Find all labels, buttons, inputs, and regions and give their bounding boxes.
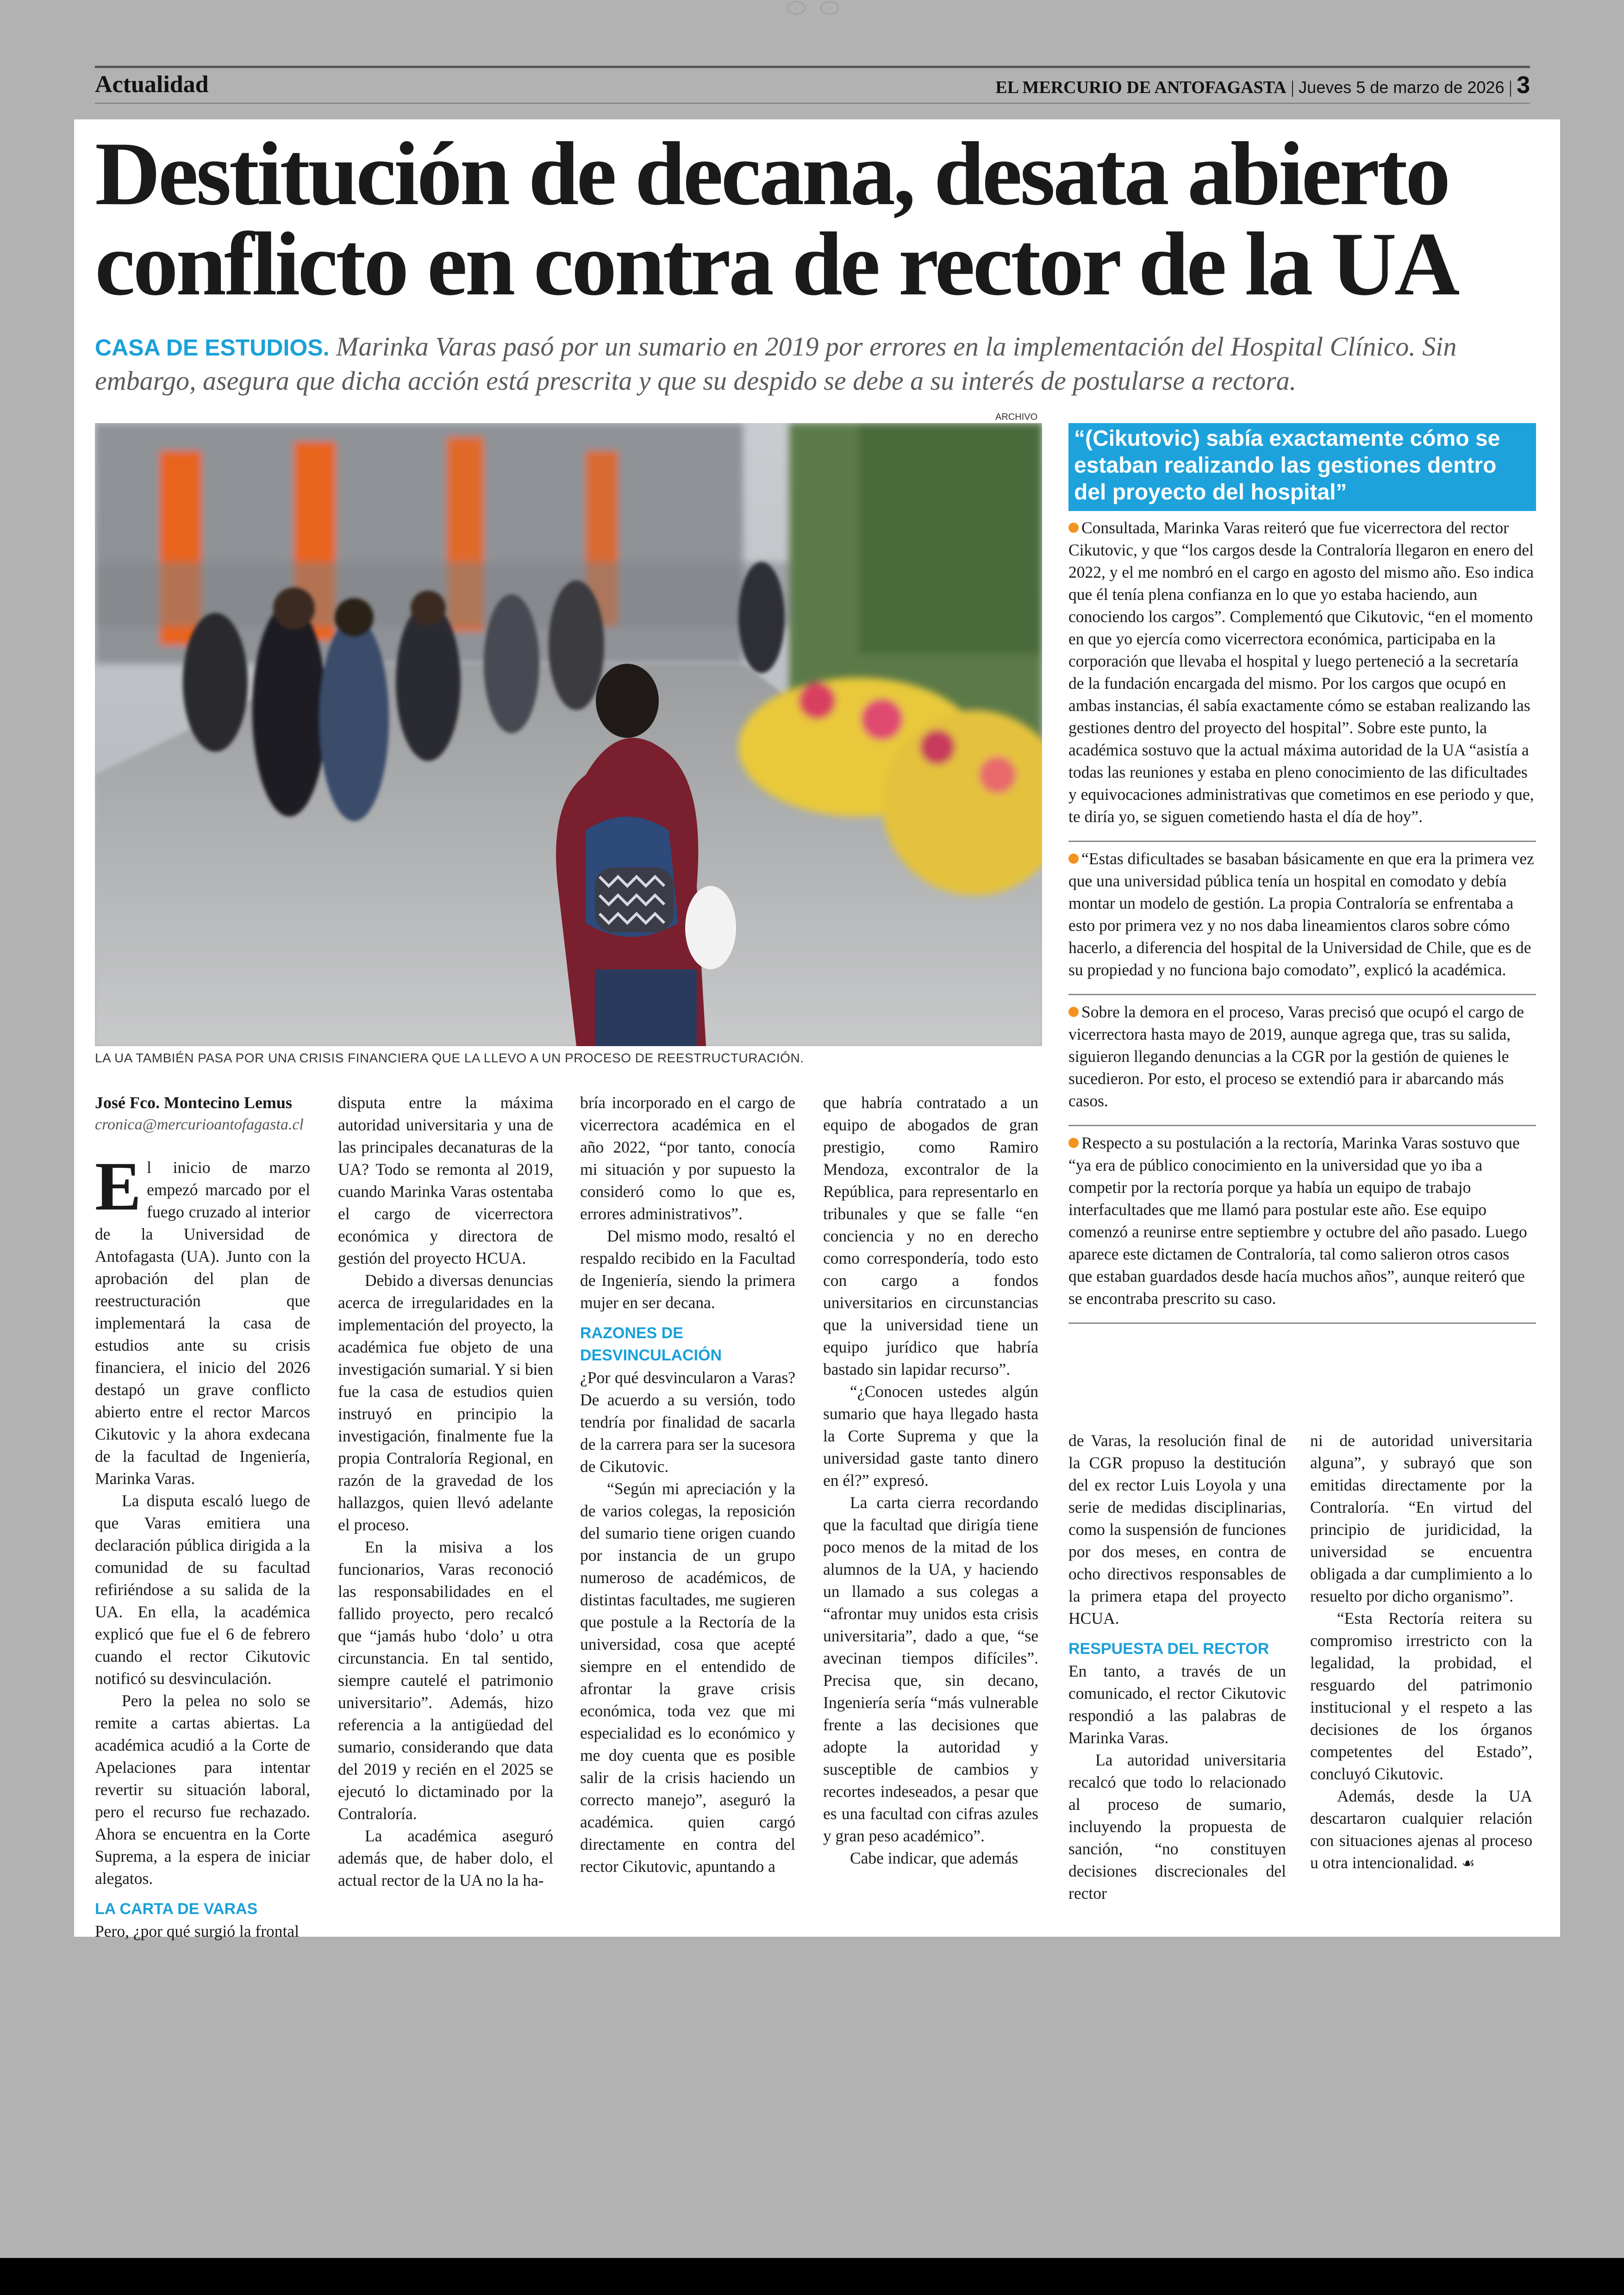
viewer-top-bar — [0, 0, 1624, 19]
body-paragraph — [95, 1148, 310, 1490]
separator: | — [1508, 78, 1512, 97]
body-text: Además, desde la UA descartaron cualquier relación con situaciones ajenas al proceso u otra intencionalidad. — [1310, 1787, 1532, 1872]
body-text: l inicio de marzo empezó marcado por el fuego cruzado al interior de la Universidad de Antofagasta (UA). Junto con la aprobación del plan de reestructuración que implementará la casa de estudios ante su crisis financiera, el inicio del 2026 destapó un grave conflicto abierto entre el rector Marcos Cikutovic y la ahora exdecana de la facultad de Ingeniería, Marinka Varas. — [95, 1158, 310, 1488]
chevron-right-icon[interactable]: › — [820, 1, 839, 15]
sidebar-title: “(Cikutovic) sabía exactamente cómo se estaban realizando las gestiones dentro del proyecto del hospital” — [1068, 423, 1536, 511]
paper-info — [995, 69, 1530, 104]
sidebar-box — [1068, 517, 1536, 1324]
deck — [95, 330, 1539, 398]
body-paragraph: que habría contratado a un equipo de abogados de gran prestigio, como Ramiro Mendoza, excontralor de la República, para representarlo en tribunales y que se falle “en conciencia y no en derecho como correspondería, todo esto con cargo a fondos universitarios en circunstancias que la universidad tiene un equipo jurídico que habría bastado sin lapidar recurso”. — [823, 1093, 1038, 1378]
deck-text: Marinka Varas pasó por un sumario en 2019 por errores en la implementación del Hospital Clínico. Sin embargo, asegura que dicha acción está prescrita y que su despido se debe a su interés de postularse a rectora. — [95, 331, 1457, 396]
masthead-rule-bottom — [95, 103, 1530, 104]
body-paragraph: Debido a diversas denuncias acerca de irregularidades en la implementación del proyecto, la académica fue objeto de una investigación sumarial. Y si bien fue la casa de estudios quien instruyó en principio la investigación, finalmente fue la propia Contraloría Regional, en razón de la gravedad de los hallazgos, quien llevó adelante el proceso. — [338, 1271, 553, 1534]
article-column-6 — [1310, 1429, 1532, 1874]
drop-cap: E — [95, 1148, 142, 1225]
body-paragraph: “Según mi apreciación y la de varios colegas, la reposición del sumario tiene origen cuando por instancia de un grupo numeroso de académicos, de distintas facultades, me sugieren que postule a la Rectoría de la universidad, cosa que acepté siempre en el entendido de afrontar la grave crisis económica, toda vez que mi especialidad es lo económico y me doy cuenta que es posible salir de la crisis haciendo un correcto manejo”, aseguró la académica. quien cargó directamente en contra del rector Cikutovic, apuntando a — [580, 1479, 795, 1876]
article-column-3 — [580, 1091, 795, 1877]
sidebar-paragraph — [1068, 995, 1536, 1126]
body-paragraph — [1310, 1785, 1532, 1874]
sidebar-paragraph — [1068, 1126, 1536, 1324]
body-paragraph: de Varas, la resolución final de la CGR propuso la destitución del ex rector Luis Loyola y una serie de medidas disciplinarias, como la suspensión de funciones por dos meses, en contra de ocho directivos responsables de la primera etapa del proyecto HCUA. — [1068, 1431, 1286, 1628]
sidebar-paragraph-text: Sobre la demora en el proceso, Varas precisó que ocupó el cargo de vicerrectora hasta mayo de 2019, aunque agrega que, tras su salida, siguieron llegando denuncias a la CGR por la gestión de quienes le sucedieron. Por esto, el proceso se extendió para ir abarcando más casos. — [1068, 1003, 1524, 1110]
author-name: José Fco. Montecino Lemus — [95, 1093, 292, 1112]
sidebar-paragraph-text: Consultada, Marinka Varas reiteró que fue vicerrectora del rector Cikutovic, y que “los cargos desde la Contraloría llegaron en enero del 2022, y el me nombró en el cargo en agosto del mismo año. Eso indica que él tenía plena confianza en lo que yo estaba haciendo, aun conociendo los cargos”. Complementó que Cikutovic, “en el momento en que yo ejercía como vicerrectora económica, participaba en la corporación que llevaba el hospital y luego perteneció a la secretaría de la fundación encargada del mismo. Por los cargos que ocupó en ambas instancias, él sabía exactamente cómo se estaban realizando las gestiones dentro del proyecto del hospital”. Sobre este punto, la académica sostuvo que la actual máxima autoridad de la UA “asistía a todas las reuniones y estaba en pleno conocimiento de las dificultades y equivocaciones administrativas que cometimos en ese periodo y que, te diría yo, se siguen cometiendo hasta el día de hoy”. — [1068, 518, 1534, 826]
body-paragraph: En tanto, a través de un comunicado, el rector Cikutovic respondió a las palabras de Marinka Varas. — [1068, 1662, 1286, 1747]
body-paragraph: bría incorporado en el cargo de vicerrectora académica en el año 2022, “por tanto, conocía mi situación y por supuesto la consideró como lo que es, errores administrativos”. — [580, 1093, 795, 1223]
issue-date: Jueves 5 de marzo de 2026 — [1299, 78, 1505, 97]
body-paragraph: La carta cierra recordando que la facultad que dirigía tiene poco menos de la mitad de los alumnos de la UA, y haciendo un llamado a sus colegas a “afrontar muy unidos esta crisis universitaria”, dado a que, “se avecinan tiempos difíciles”. Precisa que, sin decano, Ingeniería sería “más vulnerable frente a las decisiones que adopte la autoridad y susceptible de cambios y recortes indeseados, a pesar que es una facultad con cifras azules y gran peso académico”. — [823, 1493, 1038, 1845]
kicker: CASA DE ESTUDIOS. — [95, 335, 330, 361]
body-paragraph: Pero, ¿por qué surgió la frontal — [95, 1922, 300, 1940]
sidebar-paragraph-text: Respecto a su postulación a la rectoría, Marinka Varas sostuvo que “ya era de público conocimiento en la universidad que yo iba a competir por la rectoría porque ya había un equipo de trabajo interfacultades que me llamó para postular este año. Ese equipo comenzó a reunirse entre septiembre y octubre del año pasado. Luego aparece este dictamen de Contraloría, tal como salieron otros casos que estaban guardados desde hacía muchos años”, aunque reiteró que se encontraba prescrito su caso. — [1068, 1134, 1527, 1308]
chevron-left-icon[interactable]: ‹ — [787, 1, 806, 15]
body-paragraph: La autoridad universitaria recalcó que todo lo relacionado al proceso de sumario, incluyendo la propuesta de sanción, “no constituyen decisiones discrecionales del rector — [1068, 1751, 1286, 1902]
separator: | — [1291, 78, 1294, 97]
body-paragraph: “Esta Rectoría reitera su compromiso irrestricto con la legalidad, la probidad, el resguardo del patrimonio institucional y el respeto a las decisiones de los órganos competentes del Estado”, concluyó Cikutovic. — [1310, 1609, 1532, 1783]
bullet-icon — [1068, 1007, 1079, 1017]
article-column-4 — [823, 1091, 1038, 1869]
sidebar-paragraph — [1068, 517, 1536, 842]
bullet-icon — [1068, 1138, 1079, 1148]
article-column-5 — [1068, 1429, 1286, 1904]
paper-name: EL MERCURIO DE ANTOFAGASTA — [995, 78, 1287, 97]
headline: Destitución de decana, desata abierto conflicto en contra de rector de la UA — [95, 124, 1458, 314]
article-column-2 — [338, 1091, 553, 1891]
sidebar-paragraph — [1068, 842, 1536, 995]
body-paragraph: Pero la pelea no solo se remite a cartas abiertas. La académica acudió a la Corte de Apelaciones para intentar revertir su situación laboral, pero el recurso fue rechazado. Ahora se encuentra en la Corte Suprema, a la espera de iniciar alegatos. — [95, 1691, 310, 1888]
body-paragraph: Del mismo modo, resaltó el respaldo recibido en la Facultad de Ingeniería, siendo la primera mujer en ser decana. — [580, 1227, 795, 1312]
body-paragraph: “¿Conocen ustedes algún sumario que haya llegado hasta la Corte Suprema y que la universidad gaste tanto dinero en él?” expresó. — [823, 1382, 1038, 1490]
body-paragraph: La disputa escaló luego de que Varas emitiera una declaración pública dirigida a la comunidad de su facultad refiriéndose a su salida de la UA. En ella, la académica explicó que fue el 6 de febrero cuando el rector Cikutovic notificó su desvinculación. — [95, 1491, 310, 1688]
sidebar-paragraph-text: “Estas dificultades se basaban básicamente en que era la primera vez que una universidad pública tenía un hospital en comodato y debía montar un modelo de gestión. La propia Contraloría se enfrentaba a esto por primera vez y no nos daba lineamientos claros sobre cómo hacerlo, a diferencia del hospital de la Universidad de Chile, que es de su propiedad y no funciona bajo comodato”, explicó la académica. — [1068, 849, 1534, 979]
article-photo — [95, 423, 1042, 1046]
section-name: Actualidad — [95, 71, 209, 98]
bullet-icon — [1068, 854, 1079, 864]
author-email[interactable]: cronica@mercurioantofagasta.cl — [95, 1116, 304, 1133]
body-paragraph: La académica aseguró además que, de haber dolo, el actual rector de la UA no la ha- — [338, 1827, 553, 1890]
viewer-bottom-bar — [0, 2258, 1624, 2295]
subheading: RESPUESTA DEL RECTOR — [1068, 1640, 1269, 1658]
article-column-1 — [95, 1091, 310, 1942]
masthead — [95, 66, 1530, 104]
body-paragraph: ni de autoridad universitaria alguna”, y subrayó que son emitidas directamente por la Contraloría. “En virtud del principio de juridicidad, la universidad se encuentra obligada a dar cumplimiento a lo resuelto por dicho organismo”. — [1310, 1431, 1532, 1605]
body-paragraph: ¿Por qué desvincularon a Varas? De acuerdo a su versión, todo tendría por finalidad de sacarla de la carrera para ser la sucesora de Cikutovic. — [580, 1368, 795, 1476]
subheading: RAZONES DE DESVINCULACIÓN — [580, 1324, 722, 1364]
page-number: 3 — [1517, 72, 1530, 99]
masthead-rule — [95, 66, 1530, 68]
body-paragraph: En la misiva a los funcionarios, Varas reconoció las responsabilidades en el fallido proyecto, pero recalcó que “jamás hubo ‘dolo’ u otra circunstancia. En tal sentido, siempre cautelé el patrimonio universitario”. Además, hizo referencia a la antigüedad del sumario, considerando que data del 2019 y recién en el 2025 se ejecutó lo dictaminado por la Contraloría. — [338, 1538, 553, 1823]
photo-credit: ARCHIVO — [995, 412, 1038, 422]
photo-caption: LA UA TAMBIÉN PASA POR UNA CRISIS FINANCIERA QUE LA LLEVO A UN PROCESO DE REESTRUCTURACIÓN. — [95, 1051, 804, 1065]
newspaper-page — [74, 119, 1560, 1940]
end-mark-icon: ☙ — [1462, 1855, 1475, 1871]
body-paragraph: Cabe indicar, que además — [850, 1849, 1018, 1867]
bullet-icon — [1068, 523, 1079, 533]
subheading: LA CARTA DE VARAS — [95, 1900, 258, 1918]
body-paragraph: disputa entre la máxima autoridad universitaria y una de las principales decanaturas de la UA? Todo se remonta al 2019, cuando Marinka Varas ostentaba el cargo de vicerrectora económica y directora de gestión del proyecto HCUA. — [338, 1093, 553, 1267]
